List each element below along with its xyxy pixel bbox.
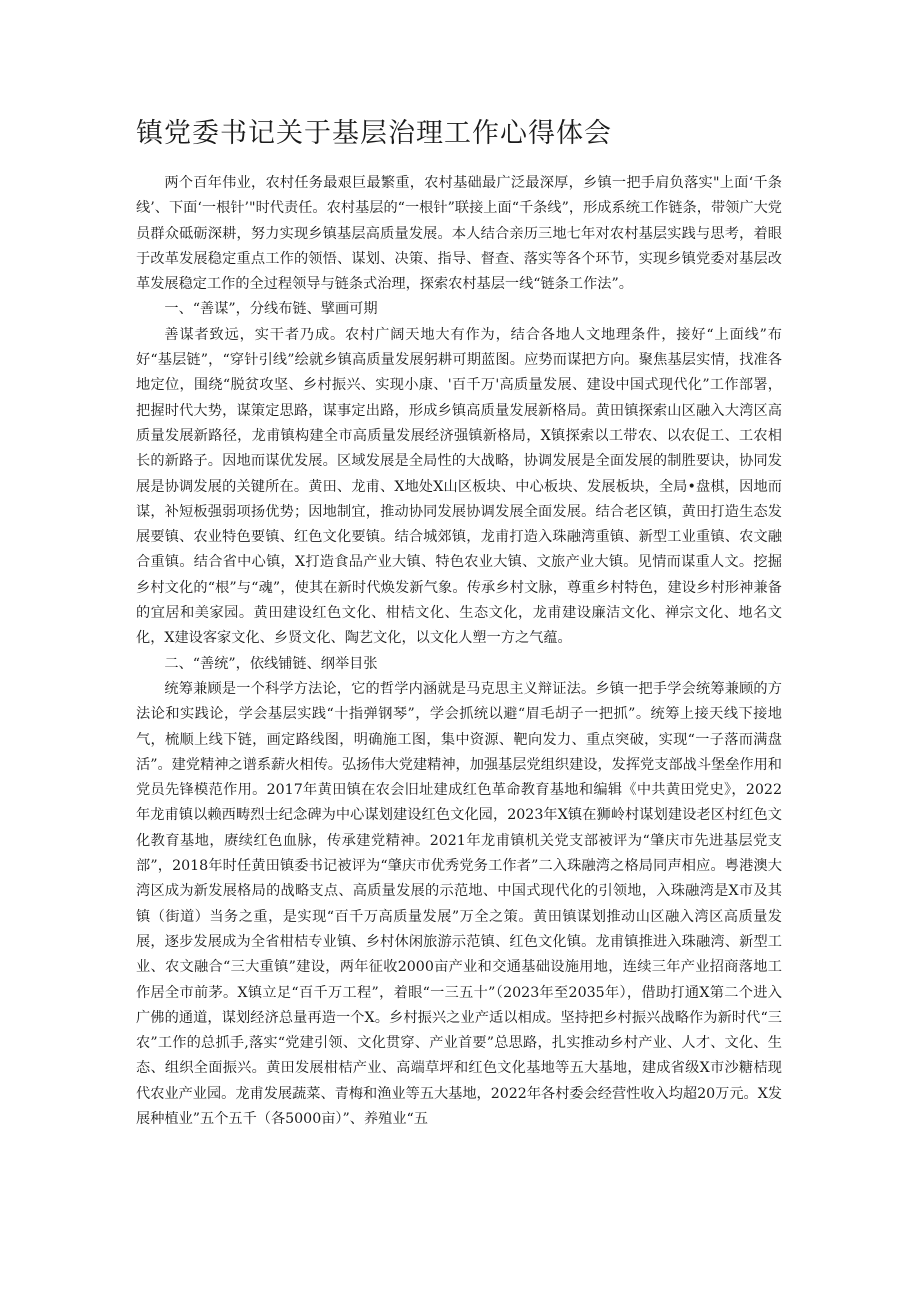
paragraph-section-2: 统筹兼顾是一个科学方法论，它的哲学内涵就是马克思主义辩证法。乡镇一把手学会统筹兼顾的方法论和实践论，学会基层实践“十指弹钢琴”，学会抓统以避“眉毛胡子一把抓”。统筹上接天线下接地气，梳顺上线下链，画定路线图，明确施工图，集中资源、靶向发力、重点突破，实现“一子落而满盘活”。建党精神之谱系薪火相传。弘扬伟大党建精神，加强基层党组织建设，发挥党支部战斗堡垒作用和党员先锋模范作用。2017年黄田镇在农会旧址建成红色革命教育基地和编辑《中共黄田党史》，2022年龙甫镇以赖西畴烈士纪念碑为中心谋划建设红色文化园，2023年X镇在狮岭村谋划建设老区村红色文化教育基地，赓续红色血脉，传承建党精神。2021年龙甫镇机关党支部被评为“肇庆市先进基层党支部”，2018年时任黄田镇委书记被评为“肇庆市优秀党务工作者”二入珠融湾之格局同声相应。粤港澳大湾区成为新发展格局的战略支点、高质量发展的示范地、中国式现代化的引领地，入珠融湾是X市及其镇（街道）当务之重，是实现“百千万高质量发展”万全之策。黄田镇谋划推动山区融入湾区高质量发展，逐步发展成为全省柑桔专业镇、乡村休闲旅游示范镇、红色文化镇。龙甫镇推进入珠融湾、新型工业、农文融合“三大重镇”建设，两年征收2000亩产业和交通基础设施用地，连续三年产业招商落地工作居全市前茅。X镇立足“百千万工程”，着眼“一三五十”（2023年至2035年），借助打通X第二个进入广佛的通道，谋划经济总量再造一个X。乡村振兴之业产适以相成。坚持把乡村振兴战略作为新时代“三农”工作的总抓手,落实“党建引领、文化贯穿、产业首要”总思路，扎实推动乡村产业、人才、文化、生态、组织全面振兴。黄田发展柑桔产业、高端草坪和红色文化基地等五大基地，建成省级X市沙糖桔现代农业产业园。龙甫发展蔬菜、青梅和渔业等五大基地，2022年各村委会经营性收入均超20万元。X发展种植业”五个五千（各5000亩）”、养殖业“五 xyxy=(136,680,782,1127)
paragraph-intro: 两个百年伟业，农村任务最艰巨最繁重，农村基础最广泛最深厚，乡镇一把手肩负落实"上面‘千条线’、下面‘一根针’"时代责任。农村基层的“一根针”联接上面“千条线”，形成系统工作链条，带领广大党员群众砥砺深耕，努力实现乡镇基层高质量发展。本人结合亲历三地七年对农村基层实践与思考，着眼于改革发展稳定重点工作的领悟、谋划、决策、指导、督查、落实等各个环节，实现乡镇党委对基层改革发展稳定工作的全过程领导与链条式治理，探索农村基层一线“链条工作法”。 xyxy=(136,175,782,293)
paragraph-section-1: 善谋者致远，实干者乃成。农村广阔天地大有作为，结合各地人文地理条件，接好“上面线”布好“基层链”，“穿针引线”绘就乡镇高质量发展躬耕可期蓝图。应势而谋把方向。聚焦基层实情，找准各地定位，围绕“脱贫攻坚、乡村振兴、实现小康、'百千万'高质量发展、建设中国式现代化”工作部署，把握时代大势，谋策定思路，谋事定出路，形成乡镇高质量发展新格局。黄田镇探索山区融入大湾区高质量发展新路径，龙甫镇构建全市高质量发展经济强镇新格局，X镇探索以工带农、以农促工、工农相长的新路子。因地而谋优发展。区域发展是全局性的大战略，协调发展是全面发展的制胜要诀，协同发展是协调发展的关键所在。黄田、龙甫、X地处X山区板块、中心板块、发展板块，全局•盘棋，因地而谋，补短板强弱项扬优势；因地制宜，推动协同发展协调发展全面发展。结合老区镇，黄田打造生态发展要镇、农业特色要镇、红色文化要镇。结合城郊镇，龙甫打造入珠融湾重镇、新型工业重镇、农文融合重镇。结合省中心镇，X打造食品产业大镇、特色农业大镇、文旅产业大镇。见情而谋重人文。挖掘乡村文化的“根”与“魂”，使其在新时代焕发新气象。传承乡村文脉，尊重乡村特色，建设乡村形神兼备的宜居和美家园。黄田建设红色文化、柑桔文化、生态文化，龙甫建设廉洁文化、禅宗文化、地名文化，X建设客家文化、乡贤文化、陶艺文化，以文化人塑一方之气蕴。 xyxy=(136,326,782,647)
document-title: 镇党委书记关于基层治理工作心得体会 xyxy=(136,118,612,149)
section-heading-2: 二、“善统”，依线铺链、纲举目张 xyxy=(164,655,378,672)
document-body xyxy=(136,171,782,1132)
section-heading-1: 一、“善谋”，分线布链、擘画可期 xyxy=(164,301,378,318)
